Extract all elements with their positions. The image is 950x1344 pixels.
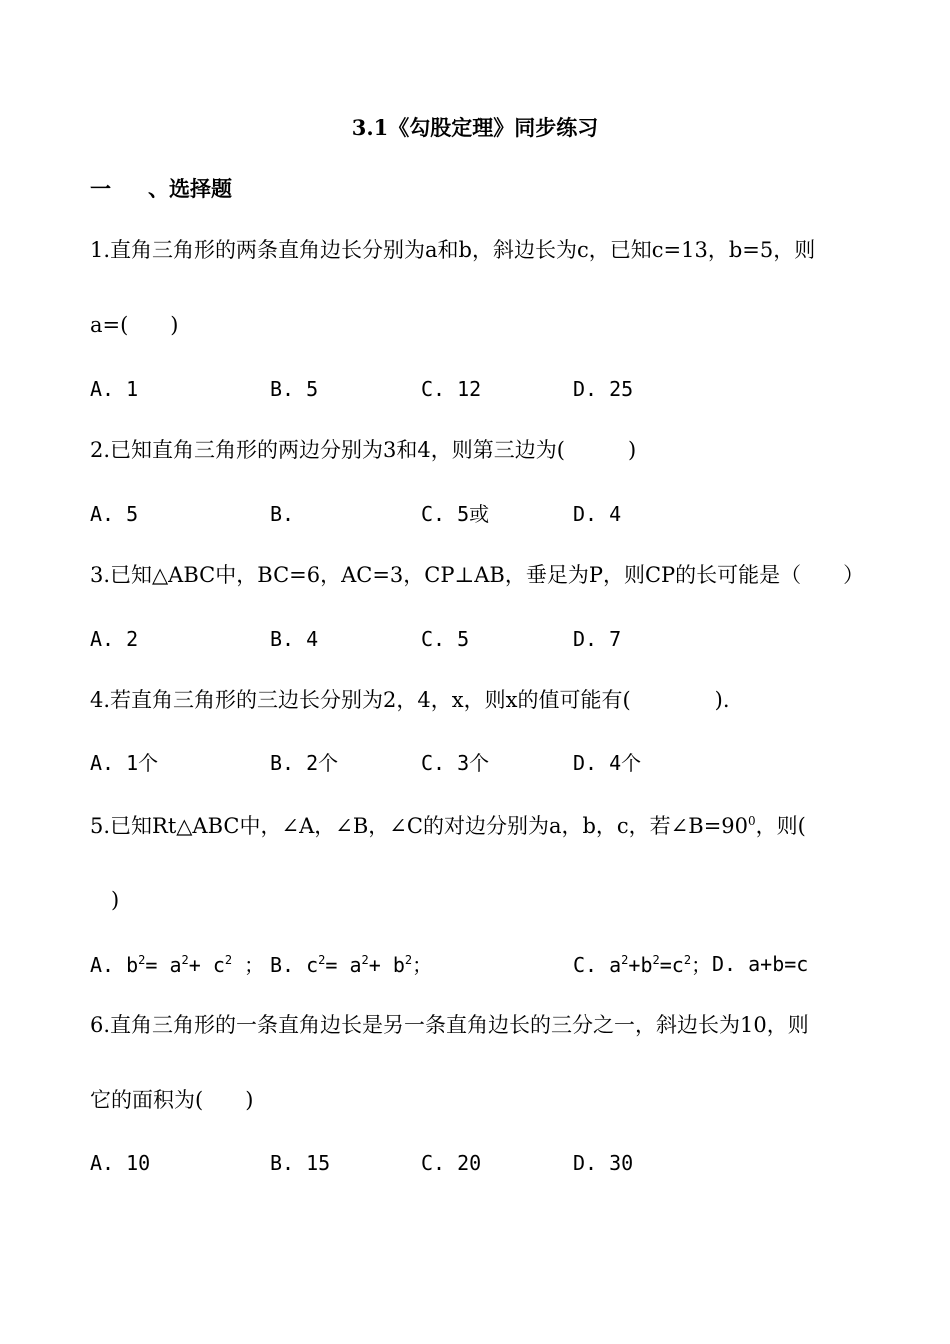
question-5-text-cont: )	[90, 888, 120, 912]
question-3-option-b: B. 4	[270, 627, 319, 651]
question-5-option-c: C. $a^2+b^2=c^2$；	[573, 953, 712, 977]
question-1-option-d: D. 25	[573, 377, 634, 401]
question-4-text: 4.若直角三角形的三边长分别为2，4，x，则x的值可能有( ).	[90, 688, 751, 712]
question-5-option-d: D. a+b=c	[712, 952, 809, 976]
section-label: 、选择题	[148, 176, 232, 201]
page-title: 3.1《勾股定理》同步练习	[351, 115, 599, 140]
question-1-option-b: B. 5	[270, 377, 319, 401]
question-6-text: 6.直角三角形的一条直角边长是另一条直角边长的三分之一，斜边长为10，则	[90, 1013, 809, 1037]
question-2-option-b: B.	[270, 502, 295, 526]
question-3-option-d: D. 7	[573, 627, 622, 651]
question-6-option-b: B. 15	[270, 1151, 331, 1175]
question-3-option-a: A. 2	[90, 627, 139, 651]
question-2-text: 2.已知直角三角形的两边分别为3和4，则第三边为( )	[90, 438, 637, 462]
question-2-option-a: A. 5	[90, 502, 139, 526]
question-5-option-b: B. $c^2= a^2+ b^2$；	[270, 953, 433, 977]
question-4-option-c: C. 3个	[421, 751, 490, 775]
question-6-option-d: D. 30	[573, 1151, 634, 1175]
question-4-option-d: D. 4个	[573, 751, 642, 775]
question-3-text: 3.已知△ABC中，BC=6，AC=3，CP⊥AB，垂足为P，则CP的长可能是（ ）	[90, 563, 865, 587]
question-1-text-cont: a=( )	[90, 313, 179, 337]
question-4-option-a: A. 1个	[90, 751, 159, 775]
question-1-option-a: A. 1	[90, 377, 139, 401]
question-2-option-d: D. 4	[573, 502, 622, 526]
question-6-option-c: C. 20	[421, 1151, 482, 1175]
question-1-option-c: C. 12	[421, 377, 482, 401]
section-number: 一	[90, 176, 111, 201]
question-2-option-c: C. 5或	[421, 502, 490, 526]
superscript: 0	[748, 814, 756, 828]
question-4-option-b: B. 2个	[270, 751, 339, 775]
section-heading	[90, 178, 232, 199]
question-5-option-a: A. $b^2= a^2+ c^2$ ；	[90, 953, 265, 977]
question-5-text: 5.已知Rt△ABC中，∠A，∠B，∠C的对边分别为a，b，c，若$\angle B=90^0$，则(	[90, 814, 806, 838]
question-3-option-c: C. 5	[421, 627, 470, 651]
question-1-text: 1.直角三角形的两条直角边长分别为a和b，斜边长为c，已知c=13，b=5，则	[90, 238, 816, 262]
question-6-option-a: A. 10	[90, 1151, 151, 1175]
question-6-text-cont: 它的面积为( )	[90, 1088, 254, 1112]
